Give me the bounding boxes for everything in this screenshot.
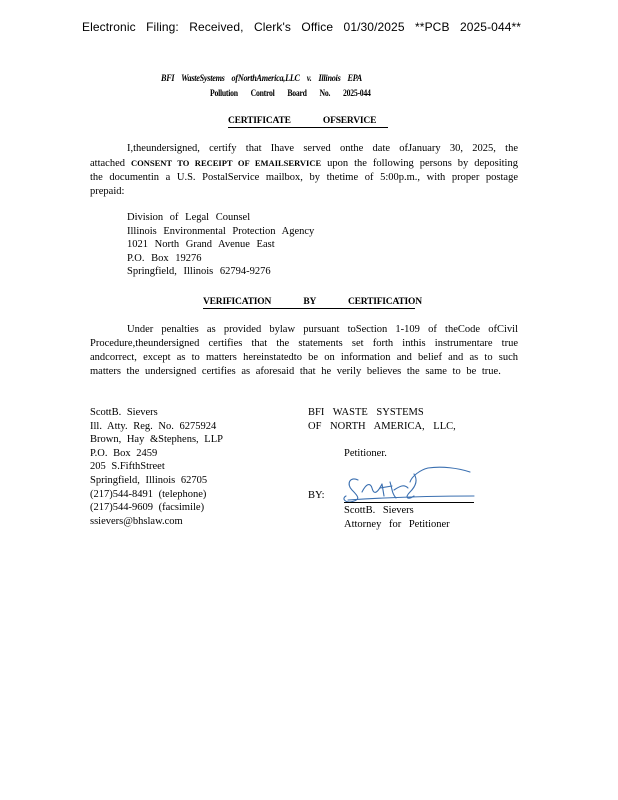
verification-title: VERIFICATION BY CERTIFICATION [203, 297, 422, 307]
recipient-line: Illinois Environmental Protection Agency [127, 225, 315, 237]
signer-title: Attorney for Petitioner [344, 518, 450, 530]
case-caption-parties: BFI WasteSystems ofNorthAmerica,LLC v. Illinois EPA [161, 74, 362, 84]
attorney-contact-block [90, 406, 223, 528]
served-document-name: CONSENT TO RECEIPT OF EMAILSERVICE [130, 158, 322, 168]
case-caption-board: Pollution Control Board No. 2025-044 [210, 88, 371, 98]
attorney-line: (217)544-9609 (facsimile) [90, 502, 205, 514]
recipient-line: Division of Legal Counsel [127, 212, 251, 223]
certificate-title: CERTIFICATE OFSERVICE [228, 116, 388, 128]
recipient-line: 1021 North Grand Avenue East [127, 239, 275, 251]
recipient-line: P.O. Box 19276 [127, 252, 202, 264]
signer-block [344, 504, 450, 531]
attorney-line: (217)544-8491 (telephone) [90, 488, 207, 500]
party-line: BFI WASTE SYSTEMS [308, 407, 424, 418]
filing-stamp-header: Electronic Filing: Received, Clerk's Office 01/30/2025 **PCB 2025-044** [82, 20, 522, 34]
attorney-email: ssievers@bhslaw.com [90, 515, 183, 527]
attorney-line: Springfield, Illinois 62705 [90, 474, 208, 486]
certificate-paragraph [90, 142, 518, 199]
party-line: OF NORTH AMERICA, LLC, [308, 420, 456, 432]
attorney-line: Brown, Hay &Stephens, LLP [90, 434, 223, 446]
verification-paragraph [90, 323, 518, 379]
signer-name: ScottB. Sievers [344, 505, 414, 516]
attorney-line: ScottB. Sievers [90, 407, 158, 418]
party-role: Petitioner. [344, 448, 387, 459]
attorney-line: 205 S.FifthStreet [90, 461, 165, 473]
recipient-address [127, 211, 314, 279]
signature-line [344, 502, 474, 503]
attorney-line: Ill. Atty. Reg. No. 6275924 [90, 420, 217, 432]
verification-text: Under penalties as provided bylaw pursuant toSection 1-109 of theCode ofCivil Procedure,theundersigned certifies that the statements set forth inthis instrumentare true andcorrect, except as to matters hereinstatedto be on information and belief and as to such matters the undersigned certifies as aforesaid that he verily believes the same to be true. [90, 324, 518, 377]
handwritten-signature [338, 462, 478, 504]
recipient-line: Springfield, Illinois 62794-9276 [127, 266, 271, 278]
signature-by-label: BY: [308, 490, 325, 501]
certificate-text-after: upon the following persons by depositing the documentin a U.S. PostalService mailbox, by thetime of 5:00p.m., with proper postage prepaid: [90, 158, 518, 197]
attorney-line: P.O. Box 2459 [90, 447, 158, 459]
party-name-block [308, 406, 456, 433]
certificate-text-before: I,theundersigned, certify that Ihave served onthe date ofJanuary 30, 2025, the attached [90, 143, 518, 169]
